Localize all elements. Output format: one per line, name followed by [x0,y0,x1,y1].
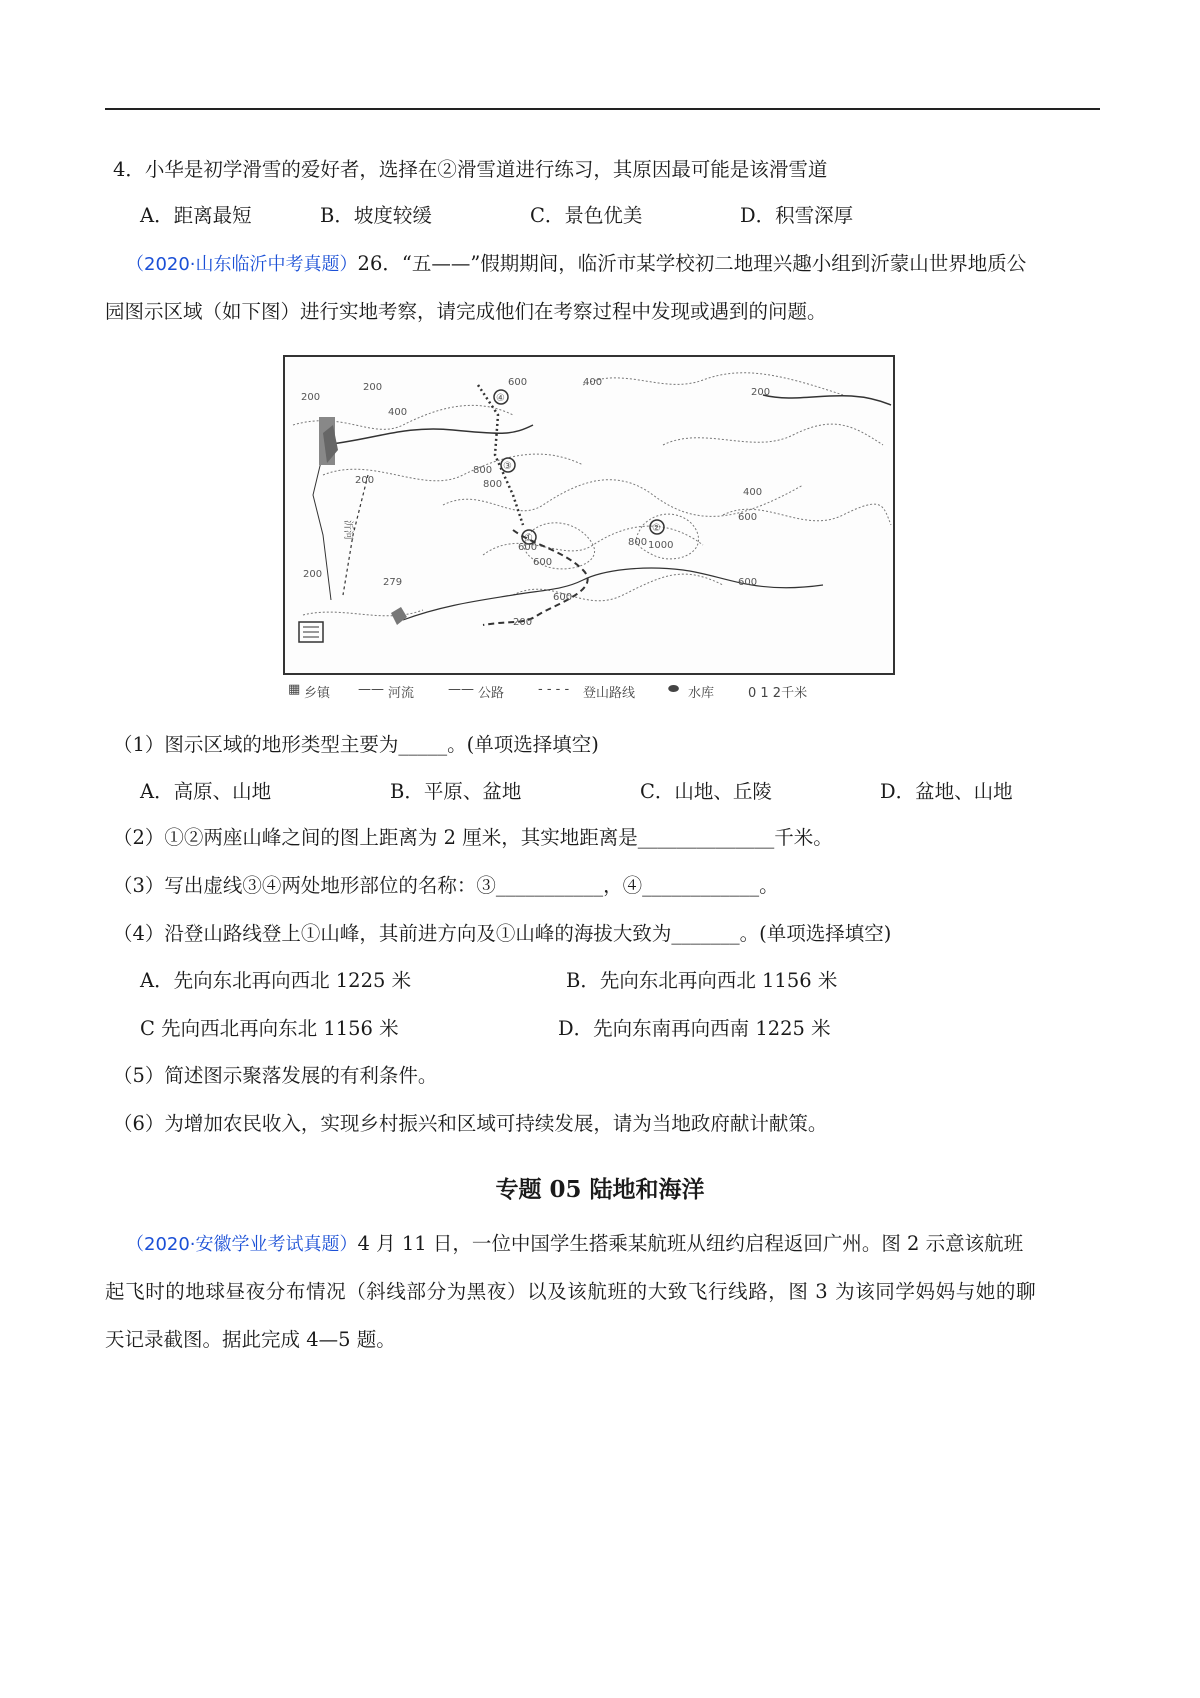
q45-intro-line1 [126,1232,1023,1257]
sub1-option-b: B．平原、盆地 [390,780,522,803]
legend-town: 乡镇 [304,686,331,701]
peak-label: ① [524,533,533,544]
legend-scale: 0 1 2千米 [748,686,808,701]
contour-label: 400 [583,377,603,388]
sub4-option-a: A．先向东北再向西北 1225 米 [140,969,412,992]
q26-source: （2020·山东临沂中考真题） [126,254,358,275]
map-legend [288,680,908,704]
sub4-option-b: B．先向东北再向西北 1156 米 [566,969,838,992]
sub1-option-d: D．盆地、山地 [880,780,1013,803]
contour-label: 200 [355,475,375,486]
q45-source: （2020·安徽学业考试真题） [126,1234,358,1255]
legend-trail: 登山路线 [583,686,636,701]
q4-option-d: D．积雪深厚 [740,204,854,227]
contour-label: 279 [383,577,403,588]
q26-sub5: （5）简述图示聚落发展的有利条件。 [113,1064,438,1087]
q26-intro-line1 [126,252,1026,277]
sub4-option-d: D．先向东南再向西南 1225 米 [558,1017,831,1040]
contour-label: 800 [628,537,648,548]
peak-label: ② [652,523,661,534]
legend-trail-line: - - - - [538,682,570,697]
contour-label: 200 [303,569,323,580]
sub1-option-c: C．山地、丘陵 [640,780,772,803]
legend-river: 河流 [388,686,415,701]
contour-label: 600 [518,542,538,553]
contour-label: 600 [508,377,528,388]
q4-option-c: C．景色优美 [530,204,643,227]
peak-label: ④ [496,393,505,404]
q26-intro-line2: 园图示区域（如下图）进行实地考察，请完成他们在考察过程中发现或遇到的问题。 [105,300,827,323]
contour-label: 800 [473,465,493,476]
legend-town-icon: ▦ [288,682,301,697]
river-side-label: 沂河 [342,520,353,540]
contour-label: 400 [388,407,408,418]
q4-stem: 4．小华是初学滑雪的爱好者，选择在②滑雪道进行练习，其原因最可能是该滑雪道 [113,158,828,181]
q45-intro-line3: 天记录截图。据此完成 4—5 题。 [105,1328,396,1351]
contour-label: 800 [483,479,503,490]
q26-sub6: （6）为增加农民收入，实现乡村振兴和区域可持续发展，请为当地政府献计献策。 [113,1112,828,1135]
contour-label: 600 [553,592,573,603]
q45-intro-text1: 4 月 11 日，一位中国学生搭乘某航班从纽约启程返回广州。图 2 示意该航班 [357,1232,1024,1255]
contour-label: 200 [363,382,383,393]
contour-label: 600 [738,577,758,588]
contour-label: 200 [301,392,321,403]
legend-reservoir: 水库 [688,686,715,701]
q26-intro-text1: 26．“五——”假期期间，临沂市某学校初二地理兴趣小组到沂蒙山世界地质公 [357,252,1027,275]
contour-label: 200 [751,387,771,398]
q26-sub1: （1）图示区域的地形类型主要为_____。(单项选择填空) [113,733,599,756]
sub1-option-a: A．高原、山地 [140,780,272,803]
q26-sub3: （3）写出虚线③④两处地形部位的名称：③___________，④____________。 [113,874,779,897]
legend-road-line: —— [448,682,474,697]
topographic-map [283,355,895,675]
q26-sub2: （2）①②两座山峰之间的图上距离为 2 厘米，其实地距离是______________千米。 [113,826,833,849]
sub4-option-c: C 先向西北再向东北 1156 米 [140,1017,399,1040]
legend-road: 公路 [478,686,505,701]
contour-label: 600 [533,557,553,568]
contour-label: 200 [513,617,533,628]
q45-intro-line2: 起飞时的地球昼夜分布情况（斜线部分为黑夜）以及该航班的大致飞行线路，图 3 为该同学妈妈与她的聊 [105,1280,1037,1303]
legend-river-line: —— [358,682,384,697]
q4-option-a: A．距离最短 [140,204,252,227]
q4-option-b: B．坡度较缓 [320,204,432,227]
section-heading: 专题 05 陆地和海洋 [495,1176,705,1203]
legend-reservoir-icon: ⬬ [668,682,680,697]
header-rule [105,108,1100,110]
contour-label: 400 [743,487,763,498]
q26-sub4: （4）沿登山路线登上①山峰，其前进方向及①山峰的海拔大致为_______。(单项选择填空) [113,922,892,945]
contour-label: 600 [738,512,758,523]
contour-label: 1000 [648,540,674,551]
peak-label: ③ [503,461,512,472]
